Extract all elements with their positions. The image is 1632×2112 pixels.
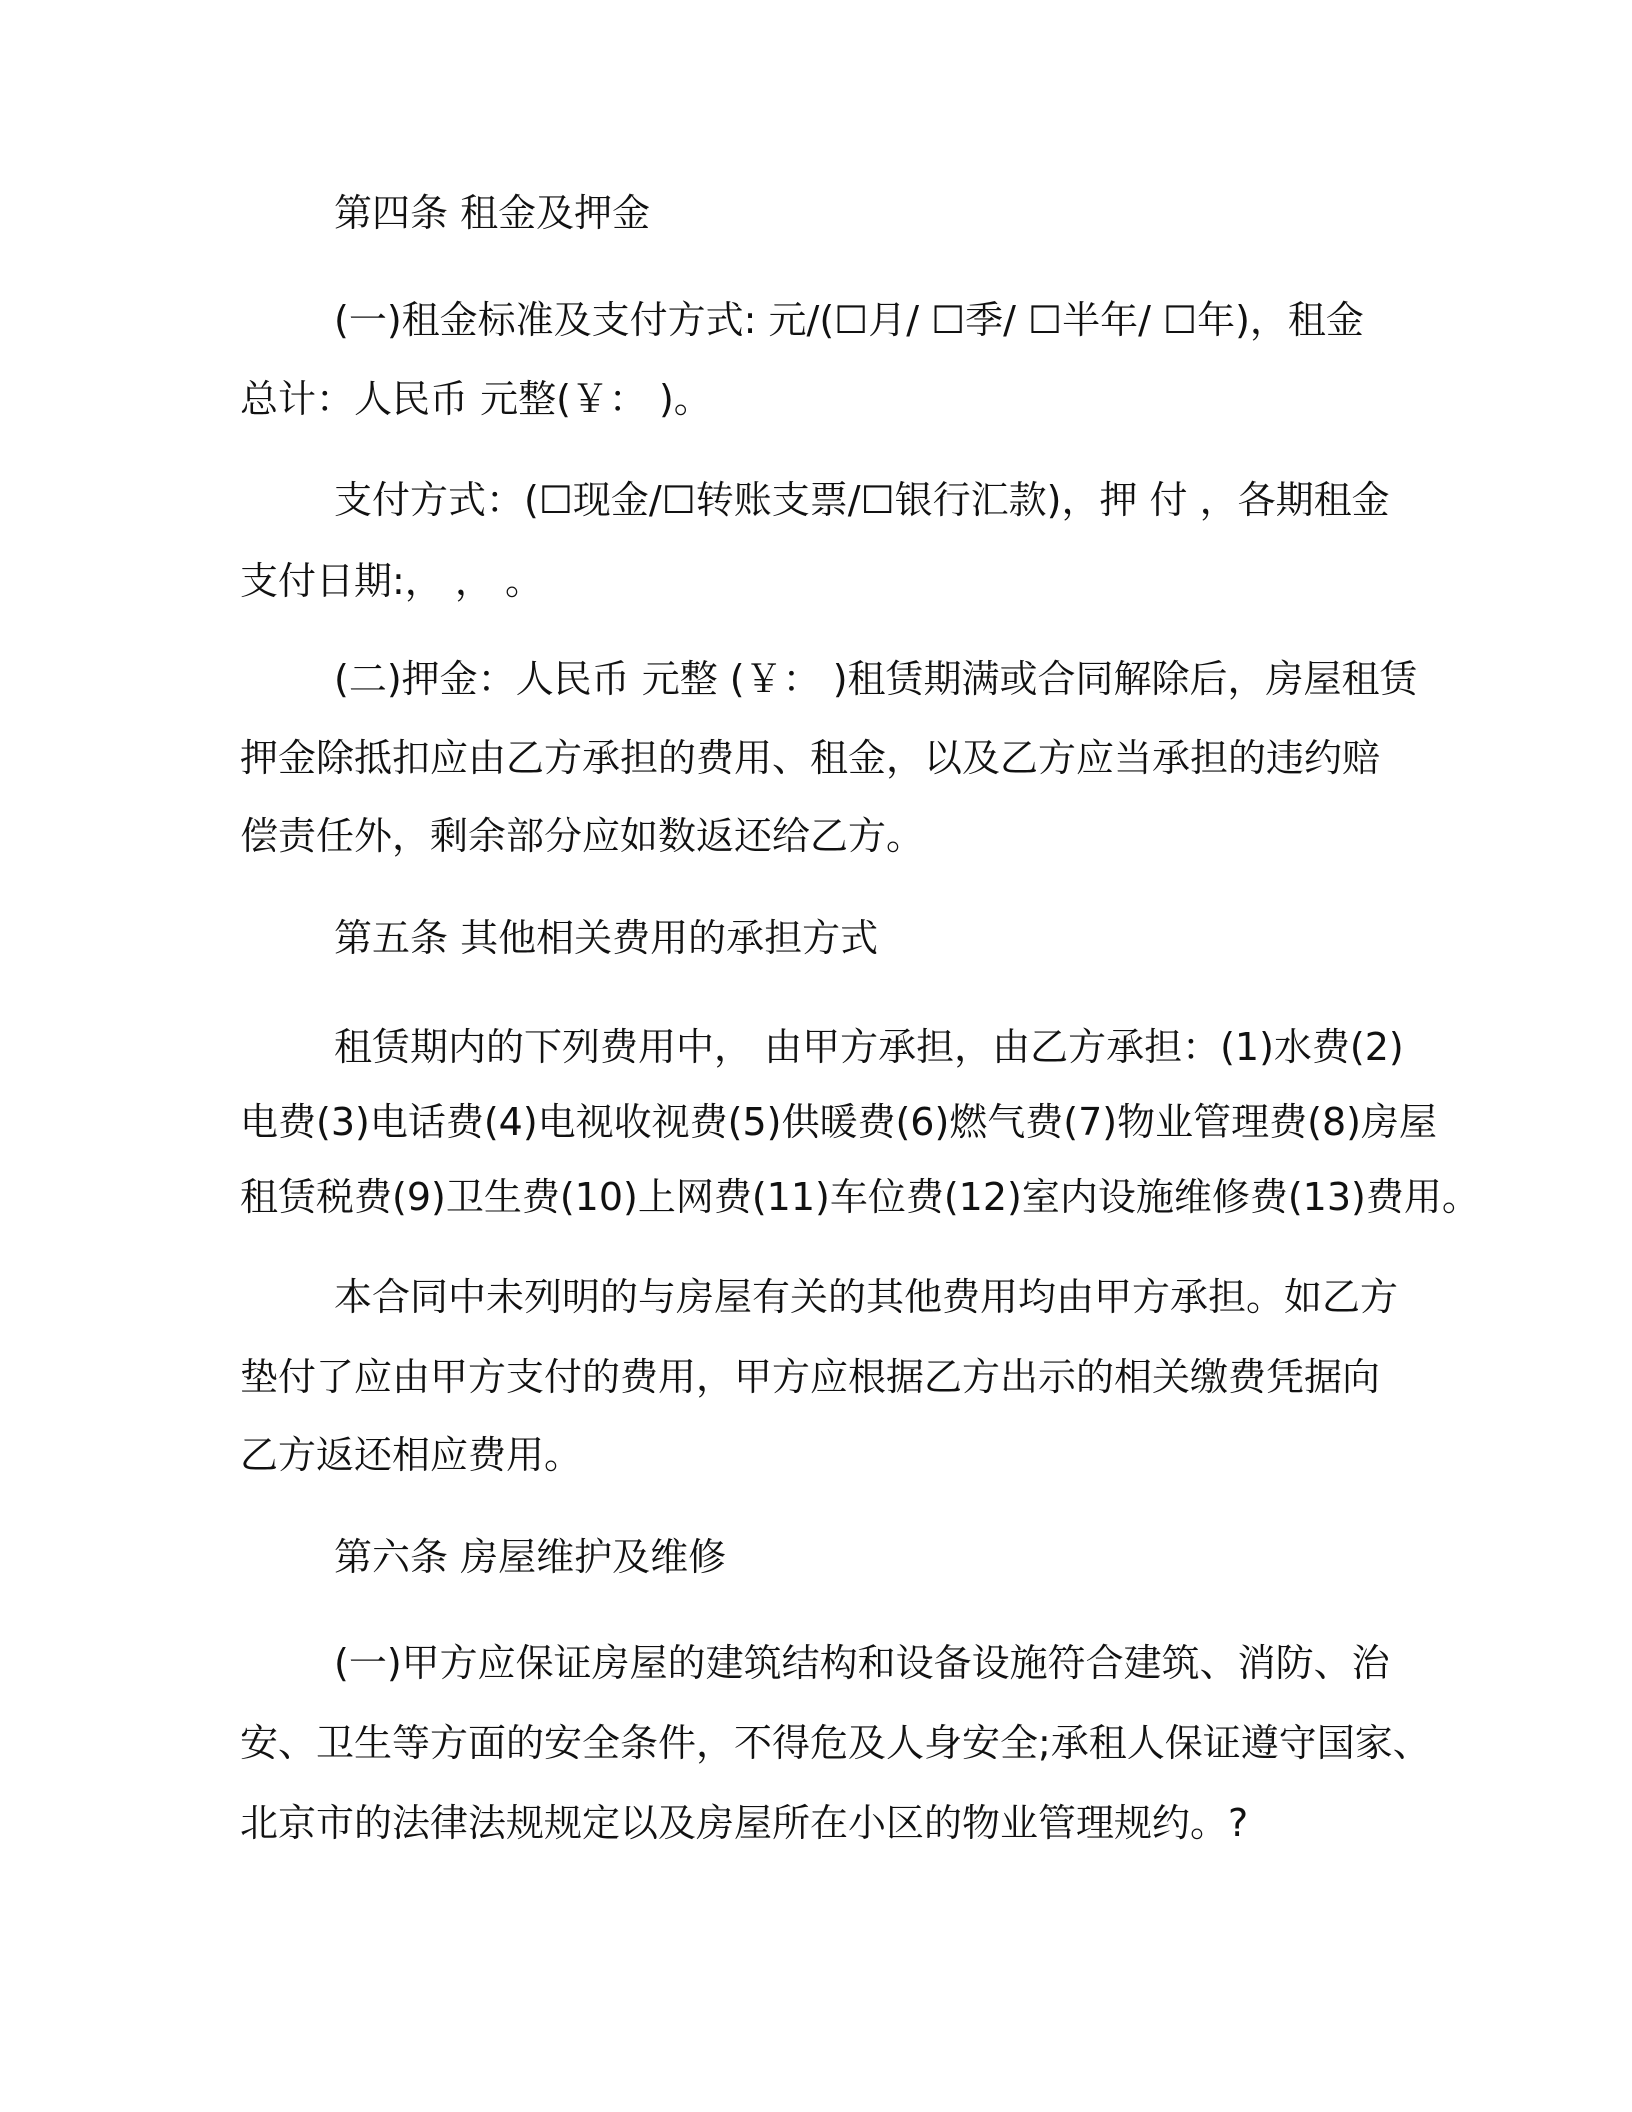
paragraph-line: 安、卫生等方面的安全条件，不得危及人身安全;承租人保证遵守国家、	[240, 1721, 1431, 1765]
paragraph-line: (一)甲方应保证房屋的建筑结构和设备设施符合建筑、消防、治	[334, 1641, 1390, 1685]
article-5-heading: 第五条 其他相关费用的承担方式	[334, 916, 879, 960]
paragraph-line: 支付方式：(☐现金/☐转账支票/☐银行汇款)，押 付 ，各期租金	[334, 478, 1390, 522]
paragraph-line: 总计：人民币 元整(￥： )。	[240, 377, 712, 421]
paragraph-line: 垫付了应由甲方支付的费用，甲方应根据乙方出示的相关缴费凭据向	[240, 1355, 1381, 1399]
paragraph-line: 押金除抵扣应由乙方承担的费用、租金，以及乙方应当承担的违约赔	[240, 736, 1381, 780]
paragraph-line: 本合同中未列明的与房屋有关的其他费用均由甲方承担。如乙方	[334, 1275, 1399, 1319]
paragraph-line: (一)租金标准及支付方式: 元/(☐月/ ☐季/ ☐半年/ ☐年)，租金	[334, 298, 1364, 342]
paragraph-line: 北京市的法律法规规定以及房屋所在小区的物业管理规约。?	[240, 1801, 1249, 1845]
article-4-heading: 第四条 租金及押金	[334, 191, 651, 235]
paragraph-line: 电费(3)电话费(4)电视收视费(5)供暖费(6)燃气费(7)物业管理费(8)房屋	[240, 1100, 1437, 1144]
article-6-heading: 第六条 房屋维护及维修	[334, 1535, 727, 1579]
paragraph-line: 租赁期内的下列费用中， 由甲方承担，由乙方承担：(1)水费(2)	[334, 1025, 1404, 1069]
paragraph-line: (二)押金：人民币 元整 (￥： )租赁期满或合同解除后，房屋租赁	[334, 657, 1418, 701]
paragraph-line: 乙方返还相应费用。	[240, 1433, 583, 1477]
paragraph-line: 偿责任外，剩余部分应如数返还给乙方。	[240, 814, 925, 858]
paragraph-line: 租赁税费(9)卫生费(10)上网费(11)车位费(12)室内设施维修费(13)费用。	[240, 1175, 1480, 1219]
paragraph-line: 支付日期:， ， 。	[240, 559, 543, 603]
